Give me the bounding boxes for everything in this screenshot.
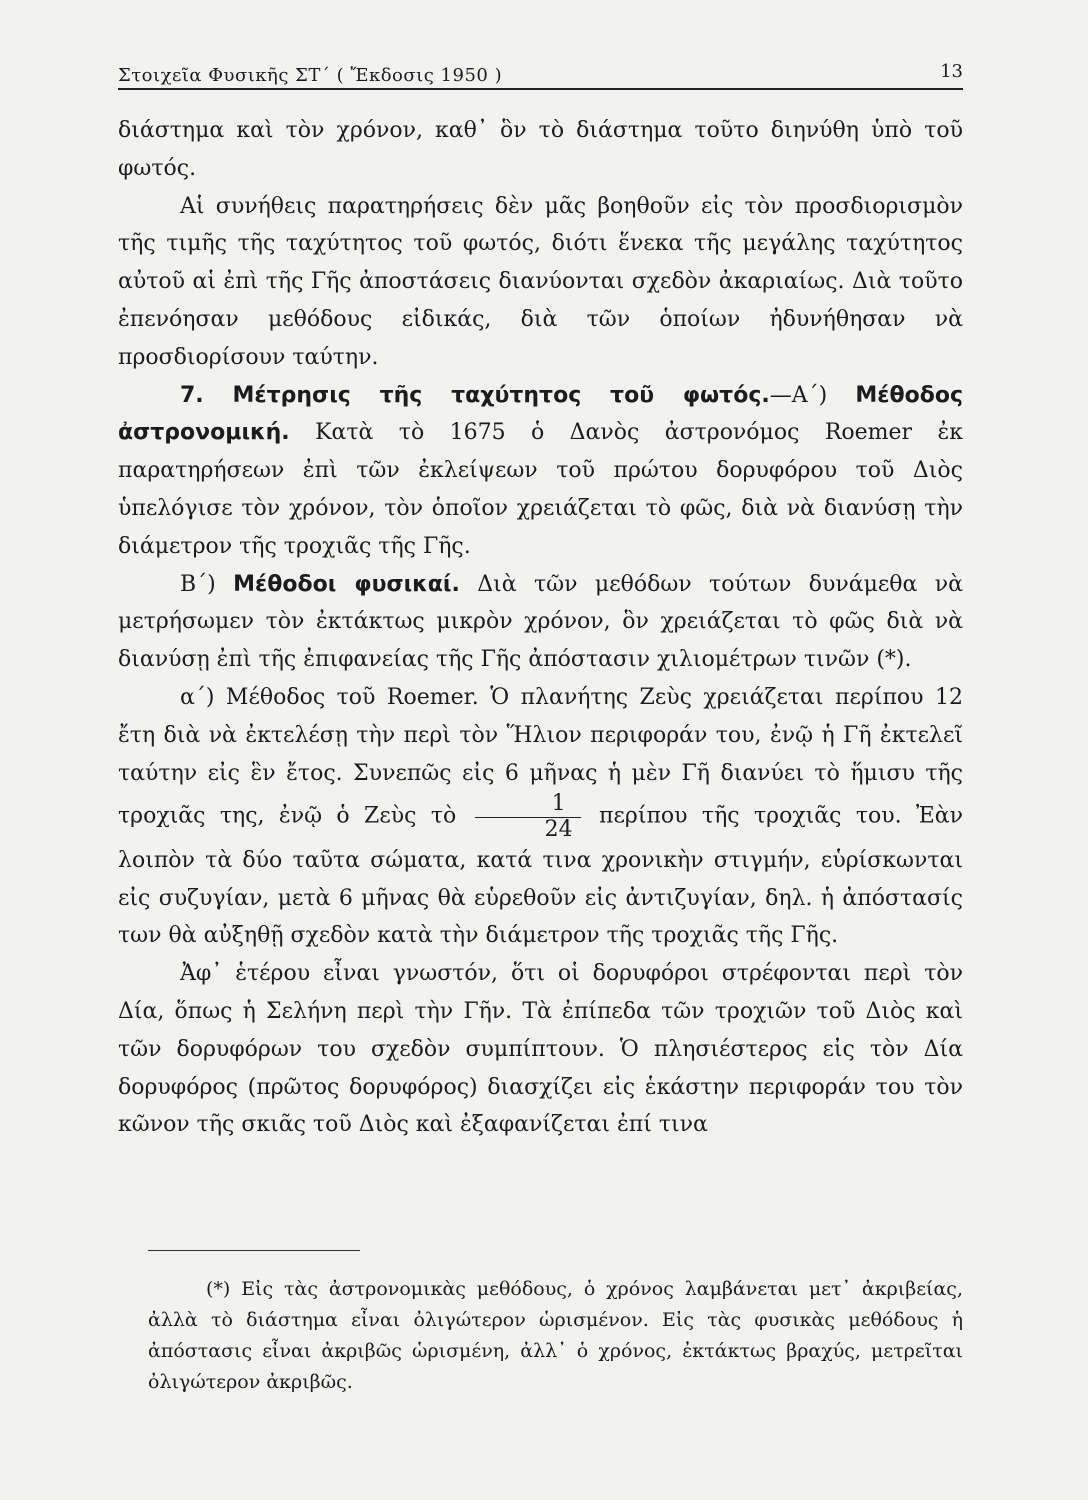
section-7-heading: 7. Μέτρησις τῆς ταχύτητος τοῦ φωτός. bbox=[180, 382, 770, 408]
main-text bbox=[118, 112, 963, 1144]
fraction bbox=[475, 792, 581, 841]
header-title: Στοιχεῖα Φυσικῆς ΣΤ΄ ( Ἔκδοσις 1950 ) bbox=[118, 65, 503, 86]
page-number: 13 bbox=[940, 61, 963, 82]
paragraph-observations: Αἱ συνήθεις παρατηρήσεις δὲν μᾶς βοηθοῦν εἰς τὸν προσδιορισμὸν τῆς τιμῆς τῆς ταχύτητος τοῦ φωτός, διότι ἕνεκα τῆς μεγάλης ταχύτητος αὐτοῦ αἱ ἐπὶ τῆς Γῆς ἀποστάσεις διανύονται σχεδὸν ἀκαριαίως. Διὰ τοῦτο ἐπενόησαν μεθόδους εἰδικάς, διὰ τῶν ὁποίων ἠδυνήθησαν νὰ προσδιορίσουν ταύτην. bbox=[118, 193, 963, 370]
running-header bbox=[118, 58, 963, 90]
section-b-title: Μέθοδοι φυσικαί. bbox=[233, 571, 460, 597]
section-b-paragraph bbox=[118, 566, 963, 679]
section-b-text: Διὰ τῶν μεθόδων τούτων δυνάμεθα νὰ μετρήσωμεν τὸν ἐκτάκτως μικρὸν χρόνον, ὃν χρειάζεται τὸ φῶς διὰ νὰ διανύσῃ ἐπὶ τῆς ἐπιφανείας τῆς Γῆς ἀπόστασιν χιλιομέτρων τινῶν (*). bbox=[118, 571, 963, 673]
section-alpha-paragraph bbox=[118, 679, 963, 955]
section-alpha-text-2: περίπου τῆς τροχιᾶς του. Ἐὰν λοιπὸν τὰ δύο ταῦτα σώματα, κατά τινα χρονικὴν στιγμήν, εὑρίσκωνται εἰς συζυγίαν, μετὰ 6 μῆνας θὰ εὑρεθοῦν εἰς ἀντιζυγίαν, δηλ. ἡ ἀπόστασίς των θὰ αὐξηθῇ σχεδὸν κατὰ τὴν διάμετρον τῆς τροχιᾶς τῆς Γῆς. bbox=[118, 804, 964, 949]
section-alpha-text-1: α΄) Μέθοδος τοῦ Roemer. Ὁ πλανήτης Ζεὺς χρειάζεται περίπου 12 ἔτη διὰ νὰ ἐκτελέσῃ τὴν περὶ τὸν Ἥλιον περιφοράν του, ἐνῷ ἡ Γῆ ἐκτελεῖ ταύτην εἰς ἓν ἔτος. Συνεπῶς εἰς 6 μῆνας ἡ μὲν Γῆ διανύει τὸ ἥμισυ τῆς τροχιᾶς της, ἐνῷ ὁ Ζεὺς τὸ bbox=[118, 684, 963, 830]
section-b-prefix: Β΄) bbox=[180, 571, 234, 597]
footnote bbox=[148, 1274, 963, 1398]
footnote-text: (*) Εἰς τὰς ἀστρονομικὰς μεθόδους, ὁ χρόνος λαμβάνεται μετ᾽ ἀκριβείας, ἀλλὰ τὸ διάστημα εἶναι ὀλιγώτερον ὡρισμένον. Εἰς τὰς φυσικὰς μεθόδους ἡ ἀπόστασις εἶναι ἀκριβῶς ὡρισμένη, ἀλλ᾽ ὁ χρόνος, ἐκτάκτως βραχύς, μετρεῖται ὀλιγώτερον ἀκριβῶς. bbox=[148, 1278, 963, 1393]
section-7-sub-title: Μέθοδος ἀστρονομική. bbox=[118, 382, 963, 446]
section-7-sub-prefix: —Α΄) bbox=[769, 382, 856, 408]
footnote-divider bbox=[148, 1250, 360, 1251]
section-7-text: Κατὰ τὸ 1675 ὁ Δανὸς ἀστρονόμος Roemer ἐκ παρατηρήσεων ἐπὶ τῶν ἐκλείψεων τοῦ πρώτου δορυφόρου τοῦ Διὸς ὑπελόγισε τὸν χρόνον, τὸν ὁποῖον χρειάζεται τὸ φῶς, διὰ νὰ διανύσῃ τὴν διάμετρον τῆς τροχιᾶς τῆς Γῆς. bbox=[118, 420, 963, 559]
paragraph-continuation: διάστημα καὶ τὸν χρόνον, καθ᾽ ὃν τὸ διάστημα τοῦτο διηνύθη ὑπὸ τοῦ φωτός. bbox=[118, 118, 963, 181]
fraction-numerator: 1 bbox=[475, 792, 581, 817]
paragraph-satellites: Ἀφ᾽ ἑτέρου εἶναι γνωστόν, ὅτι οἱ δορυφόροι στρέφονται περὶ τὸν Δία, ὅπως ἡ Σελήνη περὶ τὴν Γῆν. Τὰ ἐπίπεδα τῶν τροχιῶν τοῦ Διὸς καὶ τῶν δορυφόρων του σχεδὸν συμπίπτουν. Ὁ πλησιέστερος εἰς τὸν Δία δορυφόρος (πρῶτος δορυφόρος) διασχίζει εἰς ἑκάστην περιφοράν του τὸν κῶνον τῆς σκιᾶς τοῦ Διὸς καὶ ἐξαφανίζεται ἐπί τινα bbox=[118, 961, 963, 1138]
fraction-denominator: 24 bbox=[544, 816, 573, 842]
section-7-paragraph bbox=[118, 377, 963, 566]
